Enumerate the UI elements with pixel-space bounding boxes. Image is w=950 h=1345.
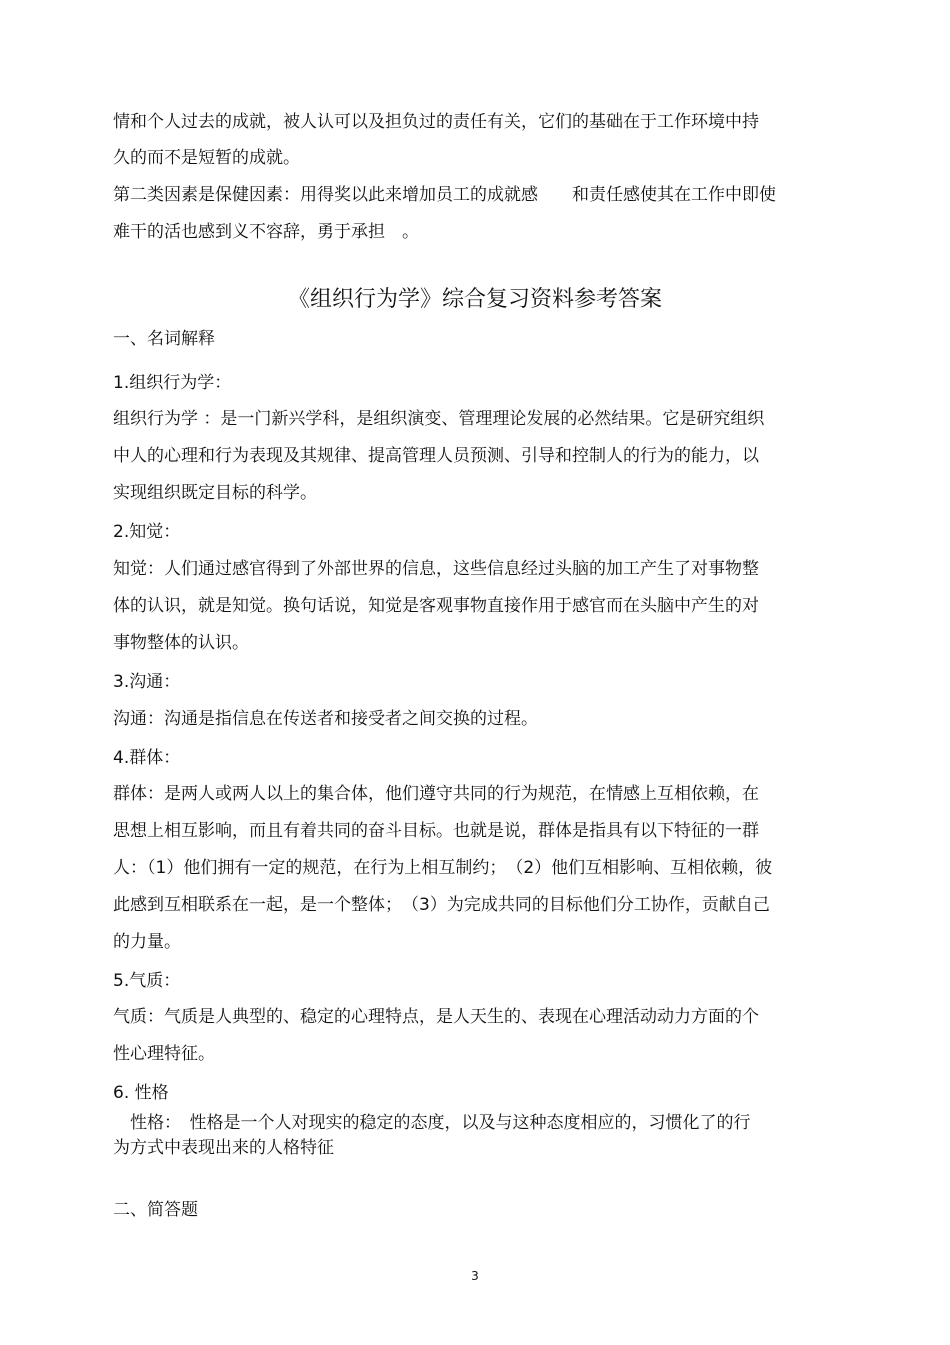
term-text-line: 性心理特征。 <box>113 1044 215 1064</box>
term-heading: 6. 性格 <box>113 1083 169 1103</box>
term-text-line: 中人的心理和行为表现及其规律、提高管理人员预测、引导和控制人的行为的能力，以 <box>113 446 759 466</box>
term-text-line: 气质：气质是人典型的、稳定的心理特点，是人天生的、表现在心理活动动力方面的个 <box>113 1007 759 1027</box>
page-number: 3 <box>471 1269 479 1283</box>
term-text-line: 为方式中表现出来的人格特征 <box>113 1138 334 1158</box>
continuation-line-3: 第二类因素是保健因素：用得奖以此来增加员工的成就感 和责任感使其在工作中即使 <box>113 185 776 205</box>
term-heading: 4.群体： <box>113 748 181 768</box>
term-text-line: 性格： 性格是一个人对现实的稳定的态度，以及与这种态度相应的，习惯化了的行 <box>113 1113 751 1133</box>
term-heading: 1.组织行为学： <box>113 373 232 393</box>
term-text-line: 组织行为学 ：是一门新兴学科，是组织演变、管理理论发展的必然结果。它是研究组织 <box>113 409 765 429</box>
continuation-line-1: 情和个人过去的成就，被人认可以及担负过的责任有关，它们的基础在于工作环境中持 <box>113 112 759 132</box>
page-title: 《组织行为学》综合复习资料参考答案 <box>287 287 662 312</box>
term-text-line: 体的认识，就是知觉。换句话说，知觉是客观事物直接作用于感官而在头脑中产生的对 <box>113 596 759 616</box>
term-text-line: 沟通：沟通是指信息在传送者和接受者之间交换的过程。 <box>113 709 538 729</box>
term-text-line: 群体：是两人或两人以上的集合体，他们遵守共同的行为规范，在情感上互相依赖，在 <box>113 784 759 804</box>
section-heading-short-answer: 二、简答题 <box>113 1200 198 1220</box>
term-text-line: 此感到互相联系在一起，是一个整体； （3）为完成共同的目标他们分工协作，贡献自己 <box>113 895 770 915</box>
term-text-line: 思想上相互影响，而且有着共同的奋斗目标。也就是说，群体是指具有以下特征的一群 <box>113 821 759 841</box>
continuation-line-2: 久的而不是短暂的成就。 <box>113 148 300 168</box>
term-text-line: 实现组织既定目标的科学。 <box>113 483 317 503</box>
section-heading-definitions: 一、名词解释 <box>113 329 215 349</box>
term-text-line: 事物整体的认识。 <box>113 633 249 653</box>
term-heading: 2.知觉： <box>113 522 181 542</box>
term-heading: 3.沟通： <box>113 672 181 692</box>
continuation-line-4: 难干的活也感到义不容辞，勇于承担 。 <box>113 222 419 242</box>
term-text-line: 的力量。 <box>113 932 181 952</box>
term-text-line: 人：（1）他们拥有一定的规范，在行为上相互制约； （2）他们互相影响、互相依赖，彼 <box>113 858 773 878</box>
term-heading: 5.气质： <box>113 971 181 991</box>
term-text-line: 知觉：人们通过感官得到了外部世界的信息，这些信息经过头脑的加工产生了对事物整 <box>113 559 759 579</box>
